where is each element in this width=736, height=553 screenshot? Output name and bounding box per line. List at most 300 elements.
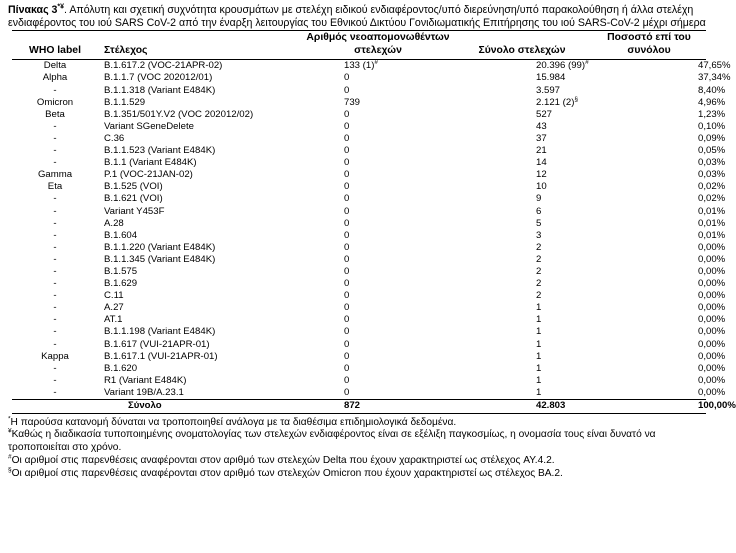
- cell-new-isolates: [304, 302, 452, 314]
- cell-total-strains-value: 2: [536, 278, 542, 290]
- cell-new-isolates-value: 133 (1): [344, 60, 375, 72]
- cell-total-strains: [452, 266, 592, 278]
- cell-new-isolates: [304, 169, 452, 181]
- cell-strain: [98, 97, 304, 109]
- cell-total-strains: [452, 230, 592, 242]
- cell-percentage-value: 1,23%: [698, 108, 726, 120]
- cell-new-isolates-value: 0: [344, 132, 350, 144]
- cell-who-label-value: -: [53, 338, 57, 350]
- cell-strain-value: C.36: [104, 132, 125, 144]
- table-row: [12, 290, 706, 302]
- cell-percentage-value: 47,65%: [698, 60, 731, 72]
- table-row: [12, 339, 706, 351]
- document-page: [8, 2, 736, 481]
- cell-who-label-value: -: [53, 241, 57, 253]
- cell-percentage: [592, 108, 726, 121]
- cell-total-strains-value: 2: [536, 253, 542, 265]
- cell-strain-value: A.28: [104, 217, 124, 229]
- cell-new-isolates: [304, 314, 452, 326]
- cell-percentage: [592, 72, 731, 84]
- cell-percentage: [592, 314, 726, 326]
- cell-total-strains: [452, 145, 592, 157]
- cell-strain-value: B.1.604: [104, 229, 138, 241]
- cell-new-isolates-value: 0: [344, 181, 350, 193]
- cell-total-strains: [452, 133, 592, 145]
- cell-percentage-value: 0,00%: [698, 350, 726, 362]
- caption-marks: *¥: [57, 3, 65, 11]
- sum-who: [12, 400, 98, 414]
- cell-total-strains: [452, 278, 592, 290]
- cell-who-label-value: -: [53, 362, 57, 374]
- cell-who-label-value: Kappa: [41, 350, 69, 362]
- cell-strain-value: A.27: [104, 302, 124, 314]
- cell-new-isolates-value: 0: [344, 386, 350, 398]
- cell-total-strains-value: 1: [536, 386, 542, 398]
- cell-who-label-value: -: [53, 229, 57, 241]
- table-row: [12, 206, 706, 218]
- cell-who-label-value: -: [53, 326, 57, 338]
- cell-new-isolates-value: 0: [344, 205, 350, 217]
- cell-percentage-value: 0,02%: [698, 181, 726, 193]
- cell-strain-value: Variant 19B/A.23.1: [104, 386, 184, 398]
- table-row: [12, 314, 706, 326]
- cell-new-isolates-value: 0: [344, 253, 350, 265]
- cell-percentage: [592, 350, 726, 363]
- cell-percentage: [592, 241, 726, 254]
- header-percentage: Ποσοστό επί του συνόλου: [592, 31, 706, 60]
- cell-who-label-value: -: [53, 302, 57, 314]
- cell-total-strains-value: 1: [536, 302, 542, 314]
- cell-who-label: [12, 157, 98, 169]
- cell-percentage-value: 0,09%: [698, 132, 726, 144]
- cell-percentage-value: 0,01%: [698, 229, 726, 241]
- cell-who-label: [12, 121, 98, 133]
- cell-who-label-value: -: [53, 374, 57, 386]
- cell-total-strains-value: 1: [536, 362, 542, 374]
- cell-strain-value: B.1.1.7 (VOC 202012/01): [104, 72, 213, 84]
- cell-new-isolates: [304, 387, 452, 400]
- cell-who-label: [12, 97, 98, 109]
- variants-table: [12, 30, 736, 413]
- table-row: [12, 181, 706, 193]
- cell-strain: [98, 375, 304, 387]
- cell-who-label: [12, 85, 98, 97]
- cell-new-isolates-value: 0: [344, 72, 350, 84]
- sum-total: 42.803: [452, 400, 592, 414]
- cell-percentage: [592, 96, 726, 109]
- cell-new-isolates: [304, 181, 452, 193]
- cell-strain: [98, 169, 304, 181]
- cell-strain-value: B.1.1.529: [104, 96, 146, 108]
- cell-strain: [98, 109, 304, 121]
- cell-total-strains-value: 1: [536, 326, 542, 338]
- footnote-ref: §: [574, 95, 579, 103]
- cell-percentage-value: 0,00%: [698, 338, 726, 350]
- cell-strain: [98, 339, 304, 351]
- cell-percentage: [592, 265, 726, 278]
- cell-total-strains-value: 37: [536, 132, 547, 144]
- cell-total-strains-value: 12: [536, 169, 547, 181]
- cell-new-isolates: [304, 121, 452, 133]
- cell-who-label: [12, 314, 98, 326]
- cell-new-isolates-value: 0: [344, 290, 350, 302]
- cell-strain: [98, 85, 304, 97]
- cell-total-strains-value: 15.984: [536, 72, 566, 84]
- cell-total-strains-value: 10: [536, 181, 547, 193]
- cell-new-isolates-value: 739: [344, 96, 361, 108]
- cell-strain: [98, 302, 304, 314]
- cell-percentage: [592, 229, 726, 242]
- cell-who-label-value: Gamma: [37, 169, 73, 181]
- cell-who-label: [12, 169, 98, 181]
- cell-new-isolates: [304, 230, 452, 242]
- table-caption: [8, 2, 714, 29]
- cell-total-strains-value: 1: [536, 314, 542, 326]
- cell-percentage: [592, 193, 726, 205]
- cell-total-strains-value: 2: [536, 241, 542, 253]
- cell-who-label: [12, 60, 98, 73]
- cell-percentage: [592, 326, 726, 338]
- cell-who-label-value: -: [53, 157, 57, 169]
- cell-percentage-value: 0,00%: [698, 241, 726, 253]
- cell-total-strains-value: 6: [536, 205, 542, 217]
- cell-new-isolates: [304, 266, 452, 278]
- cell-new-isolates: [304, 206, 452, 218]
- cell-who-label: [12, 375, 98, 387]
- cell-percentage-value: 0,00%: [698, 253, 726, 265]
- cell-new-isolates-value: 0: [344, 241, 350, 253]
- table-row: [12, 145, 706, 157]
- footnote: [8, 417, 714, 430]
- cell-new-isolates-value: 0: [344, 350, 350, 362]
- cell-percentage: [592, 205, 726, 218]
- cell-percentage-value: 0,10%: [698, 120, 726, 132]
- cell-who-label: [12, 145, 98, 157]
- footnote-mark: ¥: [8, 428, 12, 435]
- cell-who-label: [12, 72, 98, 84]
- cell-percentage: [592, 145, 726, 157]
- cell-strain-value: Variant SGeneDelete: [104, 120, 194, 132]
- cell-total-strains: [452, 206, 592, 218]
- cell-total-strains: [452, 363, 592, 375]
- cell-new-isolates: [304, 218, 452, 230]
- cell-percentage: [592, 120, 726, 133]
- cell-total-strains: [452, 109, 592, 121]
- cell-strain-value: B.1.1.198 (Variant E484K): [104, 326, 216, 338]
- cell-new-isolates: [304, 375, 452, 387]
- cell-strain: [98, 218, 304, 230]
- cell-new-isolates: [304, 97, 452, 109]
- cell-total-strains: [452, 290, 592, 302]
- cell-percentage-value: 0,00%: [698, 278, 726, 290]
- cell-percentage: [592, 362, 726, 375]
- cell-total-strains: [452, 218, 592, 230]
- cell-who-label-value: -: [53, 314, 57, 326]
- cell-new-isolates-value: 0: [344, 217, 350, 229]
- footnote: [8, 468, 714, 481]
- footnote: [8, 455, 714, 468]
- cell-strain: [98, 193, 304, 205]
- cell-who-label: [12, 290, 98, 302]
- cell-percentage: [592, 169, 726, 181]
- table-row: [12, 169, 706, 181]
- cell-total-strains: [452, 193, 592, 205]
- cell-who-label: [12, 133, 98, 145]
- cell-total-strains: [452, 351, 592, 363]
- cell-total-strains: [452, 157, 592, 169]
- cell-new-isolates: [304, 351, 452, 363]
- cell-strain-value: AT.1: [104, 314, 123, 326]
- cell-new-isolates: [304, 193, 452, 205]
- cell-new-isolates: [304, 278, 452, 290]
- cell-total-strains: [452, 97, 592, 109]
- cell-new-isolates: [304, 109, 452, 121]
- cell-total-strains-value: 527: [536, 108, 553, 120]
- cell-percentage: [592, 302, 726, 314]
- footnotes: [8, 417, 714, 481]
- cell-total-strains: [452, 326, 592, 338]
- cell-percentage-value: 0,00%: [698, 386, 726, 398]
- cell-percentage-value: 0,00%: [698, 290, 726, 302]
- cell-new-isolates: [304, 72, 452, 84]
- cell-strain: [98, 387, 304, 400]
- table-row: [12, 85, 706, 97]
- cell-strain-value: B.1.1.345 (Variant E484K): [104, 253, 216, 265]
- cell-strain: [98, 242, 304, 254]
- cell-strain-value: B.1.575: [104, 265, 138, 277]
- table-row: [12, 375, 706, 387]
- cell-strain-value: B.1.620: [104, 362, 138, 374]
- cell-percentage: [592, 278, 726, 290]
- cell-new-isolates: [304, 326, 452, 338]
- cell-who-label-value: -: [53, 386, 57, 398]
- cell-who-label-value: -: [53, 84, 57, 96]
- table-row: [12, 254, 706, 266]
- cell-new-isolates-value: 0: [344, 278, 350, 290]
- footnote-text: Οι αριθμοί στις παρενθέσεις αναφέρονται στον αριθμό των στελεχών Omicron που έχουν χαρακτηριστεί ως στέλεχος BA.2.: [11, 467, 563, 479]
- cell-who-label: [12, 254, 98, 266]
- cell-new-isolates: [304, 254, 452, 266]
- cell-strain: [98, 133, 304, 145]
- cell-percentage: [592, 374, 726, 387]
- cell-new-isolates-value: 0: [344, 362, 350, 374]
- caption-lead: Πίνακας 3: [8, 4, 58, 16]
- table-row: [12, 242, 706, 254]
- table-row: [12, 218, 706, 230]
- table-row: [12, 109, 706, 121]
- cell-total-strains-value: 3.597: [536, 84, 561, 96]
- cell-new-isolates-value: 0: [344, 169, 350, 181]
- footnote-text: Οι αριθμοί στις παρενθέσεις αναφέρονται στον αριθμό των στελεχών Delta που έχουν χαρακτηριστεί ως στέλεχος AY.4.2.: [11, 454, 555, 466]
- cell-who-label: [12, 387, 98, 400]
- cell-total-strains: [452, 314, 592, 326]
- table-row: [12, 351, 706, 363]
- cell-percentage: [592, 60, 731, 73]
- cell-who-label-value: -: [53, 145, 57, 157]
- cell-who-label-value: -: [53, 290, 57, 302]
- cell-who-label: [12, 242, 98, 254]
- cell-who-label: [12, 193, 98, 205]
- cell-strain-value: B.1.525 (VOI): [104, 181, 163, 193]
- cell-who-label: [12, 339, 98, 351]
- cell-strain-value: B.1.629: [104, 278, 138, 290]
- header-total-strains: Σύνολο στελεχών: [452, 31, 592, 60]
- cell-who-label: [12, 181, 98, 193]
- table-row: [12, 193, 706, 205]
- table-row: [12, 121, 706, 133]
- cell-new-isolates: [304, 339, 452, 351]
- cell-strain-value: R1 (Variant E484K): [104, 374, 187, 386]
- cell-strain-value: C.11: [104, 290, 124, 302]
- cell-percentage: [592, 132, 726, 145]
- cell-percentage-value: 37,34%: [698, 72, 731, 84]
- table-header-row: [12, 31, 706, 60]
- sum-new: 872: [304, 400, 452, 414]
- cell-percentage: [592, 338, 726, 351]
- cell-strain-value: B.1.617.2 (VOC-21APR-02): [104, 60, 223, 72]
- cell-who-label-value: Omicron: [36, 96, 74, 108]
- cell-percentage-value: 0,03%: [698, 169, 726, 181]
- cell-new-isolates: [304, 60, 452, 73]
- cell-strain-value: B.1.1 (Variant E484K): [104, 157, 197, 169]
- cell-percentage-value: 0,00%: [698, 326, 726, 338]
- cell-total-strains-value: 21: [536, 145, 547, 157]
- cell-total-strains-value: 2: [536, 265, 542, 277]
- sum-pct: 100,00%: [592, 400, 706, 414]
- cell-percentage-value: 4,96%: [698, 96, 726, 108]
- cell-new-isolates-value: 0: [344, 326, 350, 338]
- table-row: [12, 230, 706, 242]
- cell-strain-value: B.1.351/501Y.V2 (VOC 202012/02): [104, 108, 254, 120]
- cell-strain: [98, 326, 304, 338]
- cell-strain: [98, 314, 304, 326]
- cell-new-isolates: [304, 85, 452, 97]
- cell-who-label-value: -: [53, 193, 57, 205]
- cell-new-isolates-value: 0: [344, 302, 350, 314]
- cell-strain: [98, 230, 304, 242]
- footnote-ref: #: [374, 59, 379, 67]
- cell-strain: [98, 290, 304, 302]
- cell-total-strains: [452, 169, 592, 181]
- cell-strain-value: B.1.617.1 (VUI-21APR-01): [104, 350, 218, 362]
- cell-who-label-value: -: [53, 253, 57, 265]
- cell-total-strains-value: 5: [536, 217, 542, 229]
- cell-strain: [98, 206, 304, 218]
- cell-who-label-value: -: [53, 265, 57, 277]
- cell-percentage-value: 0,00%: [698, 374, 726, 386]
- cell-total-strains-value: 3: [536, 229, 542, 241]
- cell-who-label: [12, 218, 98, 230]
- cell-new-isolates-value: 0: [344, 314, 350, 326]
- cell-total-strains: [452, 85, 592, 97]
- cell-total-strains: [452, 242, 592, 254]
- cell-total-strains-value: 43: [536, 120, 547, 132]
- cell-who-label: [12, 206, 98, 218]
- cell-strain: [98, 254, 304, 266]
- cell-new-isolates-value: 0: [344, 157, 350, 169]
- header-who-label: WHO label: [12, 31, 98, 60]
- cell-new-isolates-value: 0: [344, 374, 350, 386]
- cell-who-label-value: -: [53, 120, 57, 132]
- table-sum-row: [12, 400, 706, 414]
- cell-total-strains-value: 9: [536, 193, 542, 205]
- cell-percentage-value: 0,00%: [698, 265, 726, 277]
- cell-percentage-value: 0,00%: [698, 362, 726, 374]
- caption-text: . Απόλυτη και σχετική συχνότητα κρουσμάτων με στελέχη ειδικού ενδιαφέροντος/υπό διερεύνηση/υπό παρακολούθηση ή άλλα στελέχη ενδιαφέροντος του ιού SARS CoV-2 από την έναρξη λειτουργίας του Εθνικού Δικτύου Γονιδιωματικής Επιτήρησης του ιού SARS-CoV-2 μέχρι σήμερα: [8, 4, 706, 29]
- cell-new-isolates: [304, 145, 452, 157]
- cell-percentage-value: 0,00%: [698, 314, 726, 326]
- cell-strain-value: B.1.621 (VOI): [104, 193, 163, 205]
- cell-who-label-value: Alpha: [42, 72, 68, 84]
- cell-total-strains: [452, 302, 592, 314]
- cell-total-strains: [452, 254, 592, 266]
- cell-who-label: [12, 326, 98, 338]
- cell-total-strains-value: 2: [536, 290, 542, 302]
- cell-who-label: [12, 266, 98, 278]
- cell-strain: [98, 121, 304, 133]
- cell-who-label-value: -: [53, 132, 57, 144]
- cell-new-isolates: [304, 242, 452, 254]
- cell-new-isolates-value: 0: [344, 338, 350, 350]
- cell-total-strains: [452, 339, 592, 351]
- table-row: [12, 133, 706, 145]
- cell-who-label: [12, 109, 98, 121]
- cell-strain: [98, 72, 304, 84]
- cell-total-strains-value: 1: [536, 338, 542, 350]
- cell-who-label-value: -: [53, 217, 57, 229]
- footnote-text: Καθώς η διαδικασία τυποποιημένης ονοματολογίας των στελεχών ενδιαφέροντος είναι σε εξέλιξη παγκοσμίως, η ονομασία τους είναι δυνατό να τροποποιείται στο χρόνο.: [8, 429, 656, 454]
- cell-who-label: [12, 230, 98, 242]
- cell-total-strains: [452, 387, 592, 400]
- cell-percentage: [592, 290, 726, 302]
- cell-percentage: [592, 181, 726, 193]
- cell-new-isolates-value: 0: [344, 265, 350, 277]
- footnote-ref: #: [585, 59, 589, 67]
- cell-percentage: [592, 84, 726, 97]
- cell-percentage-value: 8,40%: [698, 84, 726, 96]
- cell-who-label-value: -: [53, 278, 57, 290]
- sum-label: Σύνολο: [98, 400, 304, 414]
- cell-strain-value: B.1.1.523 (Variant E484K): [104, 145, 216, 157]
- cell-total-strains-value: 2.121 (2): [536, 96, 575, 108]
- table-row: [12, 278, 706, 290]
- cell-new-isolates-value: 0: [344, 193, 350, 205]
- cell-new-isolates-value: 0: [344, 84, 350, 96]
- footnote-text: Η παρούσα κατανομή δύναται να τροποποιηθεί ανάλογα με τα διαθέσιμα επιδημιολογικά δεδομένα.: [10, 416, 457, 428]
- cell-percentage-value: 0,01%: [698, 217, 726, 229]
- cell-new-isolates: [304, 290, 452, 302]
- footnote: [8, 429, 714, 455]
- cell-new-isolates: [304, 133, 452, 145]
- cell-total-strains-value: 1: [536, 350, 542, 362]
- cell-strain: [98, 157, 304, 169]
- cell-percentage-value: 0,00%: [698, 302, 726, 314]
- cell-total-strains-value: 14: [536, 157, 547, 169]
- table-body: [12, 59, 731, 400]
- table-row: [12, 387, 706, 400]
- cell-who-label: [12, 302, 98, 314]
- table-row: [12, 266, 706, 278]
- cell-who-label-value: Beta: [45, 108, 65, 120]
- cell-strain-value: P.1 (VOC-21JAN-02): [104, 169, 193, 181]
- cell-total-strains-value: 1: [536, 374, 542, 386]
- cell-strain: [98, 266, 304, 278]
- cell-total-strains: [452, 72, 592, 84]
- cell-strain-value: B.1.617 (VUI-21APR-01): [104, 338, 210, 350]
- table-row: [12, 60, 706, 73]
- cell-strain: [98, 181, 304, 193]
- cell-who-label: [12, 278, 98, 290]
